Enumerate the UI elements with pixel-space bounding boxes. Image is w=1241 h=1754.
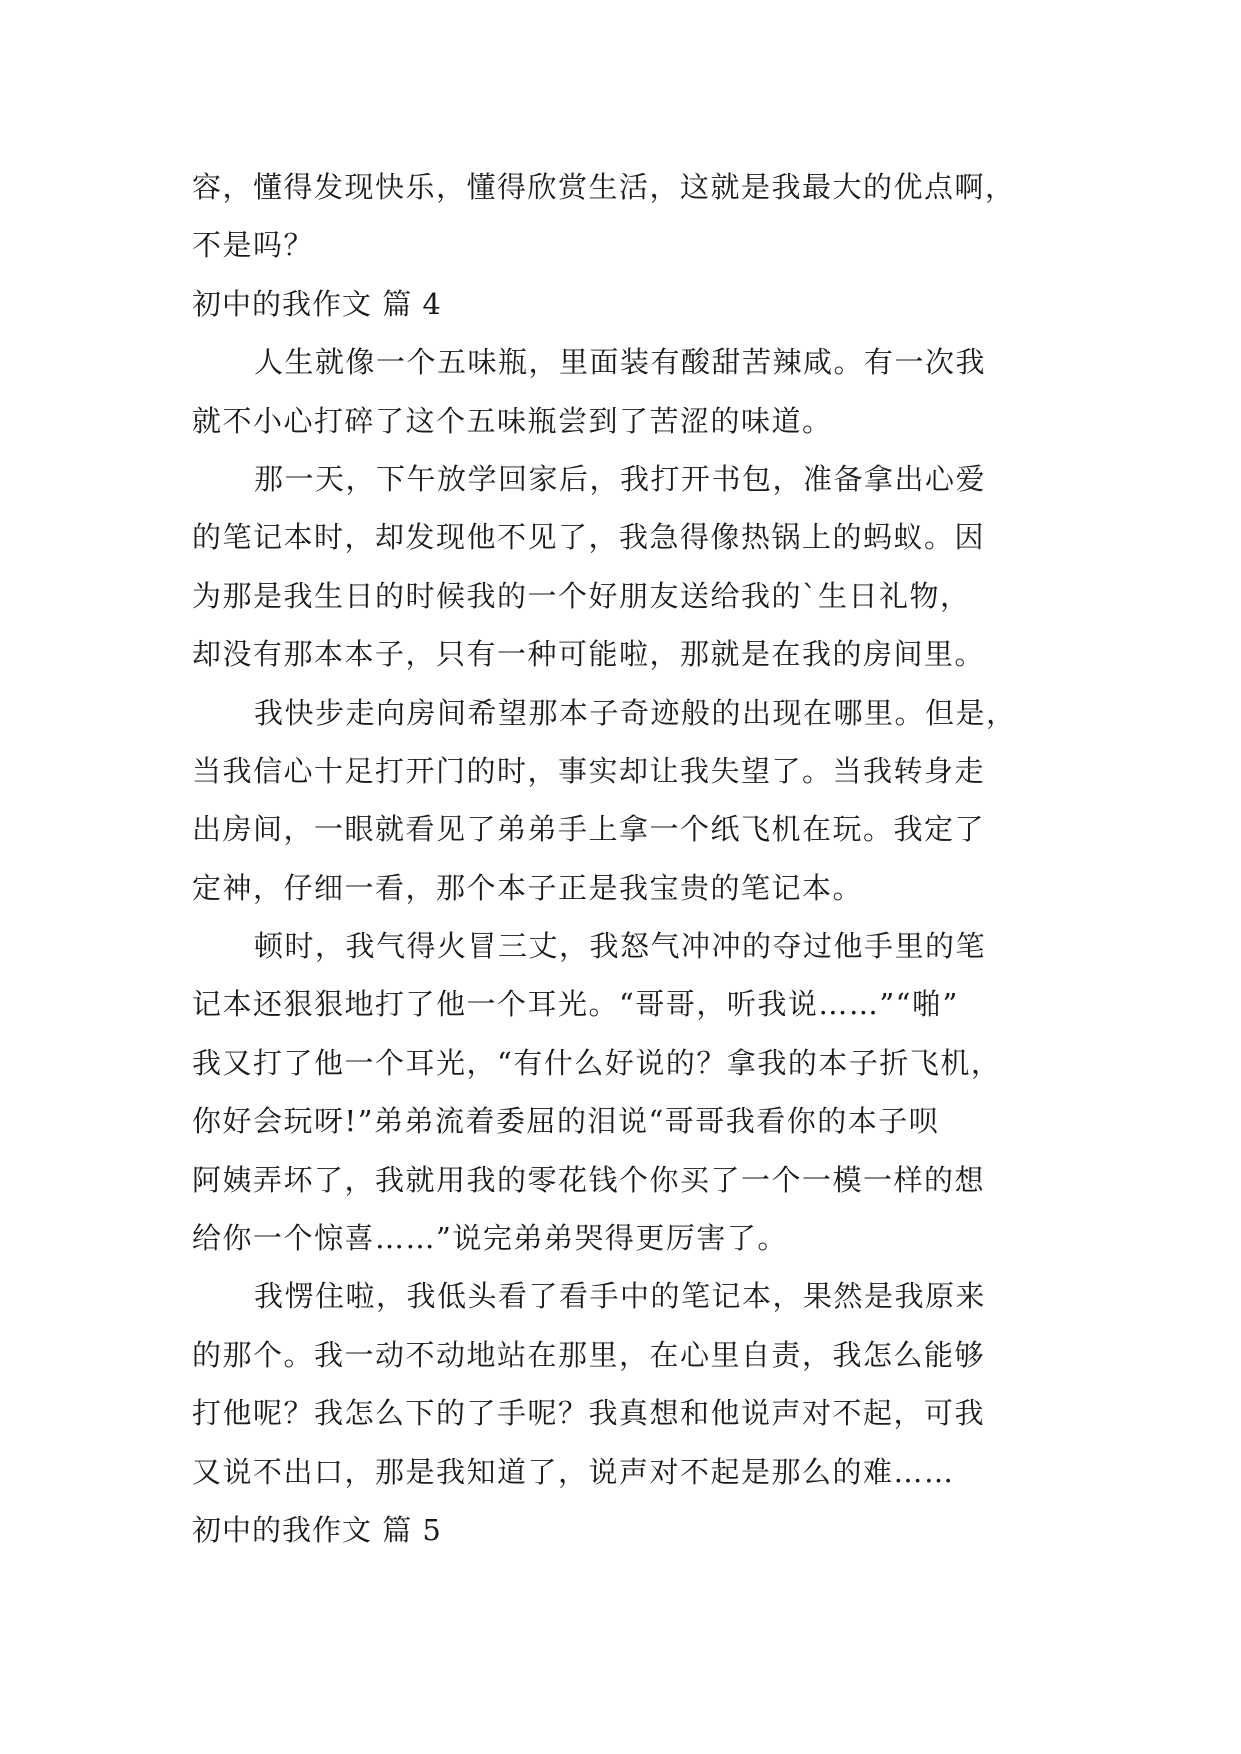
- paragraph-line: 的笔记本时，却发现他不见了，我急得像热锅上的蚂蚁。因: [192, 520, 986, 555]
- paragraph-line: 出房间，一眼就看见了弟弟手上拿一个纸飞机在玩。我定了: [192, 812, 986, 847]
- paragraph-line: 阿姨弄坏了，我就用我的零花钱个你买了一个一模一样的想: [192, 1162, 986, 1197]
- paragraph-line: 我愣住啦，我低头看了看手中的笔记本，果然是我原来: [254, 1279, 987, 1314]
- section-heading: 初中的我作文 篇 4: [192, 286, 442, 321]
- paragraph-line: 我又打了他一个耳光，“有什么好说的？拿我的本子折飞机，: [192, 1045, 1002, 1080]
- paragraph-line: 定神，仔细一看，那个本子正是我宝贵的笔记本。: [192, 870, 864, 905]
- paragraph-line: 却没有那本本子，只有一种可能啦，那就是在我的房间里。: [192, 637, 986, 672]
- section-heading: 初中的我作文 篇 5: [192, 1512, 442, 1547]
- paragraph-line: 打他呢？我怎么下的了手呢？我真想和他说声对不起，可我: [192, 1396, 986, 1431]
- paragraph-line: 那一天，下午放学回家后，我打开书包，准备拿出心爱: [254, 461, 987, 496]
- paragraph-line: 顿时，我气得火冒三丈，我怒气冲冲的夺过他手里的笔: [254, 929, 987, 964]
- paragraph-line: 为那是我生日的时候我的一个好朋友送给我的`生日礼物，: [192, 578, 971, 613]
- paragraph-line: 不是吗？: [192, 228, 315, 263]
- paragraph-line: 又说不出口，那是我知道了，说声对不起是那么的难……: [192, 1454, 955, 1489]
- paragraph-line: 容，懂得发现快乐，懂得欣赏生活，这就是我最大的优点啊，: [192, 170, 1016, 204]
- paragraph-line: 你好会玩呀!”弟弟流着委屈的泪说“哥哥我看你的本子呗: [192, 1104, 940, 1139]
- paragraph-line: 我快步走向房间希望那本子奇迹般的出现在哪里。但是，: [254, 695, 1017, 730]
- paragraph-line: 就不小心打碎了这个五味瓶尝到了苦涩的味道。: [192, 403, 833, 438]
- paragraph-line: 的那个。我一动不动地站在那里，在心里自责，我怎么能够: [192, 1337, 986, 1372]
- document-body: [192, 158, 1082, 1559]
- paragraph-line: 当我信心十足打开门的时，事实却让我失望了。当我转身走: [192, 753, 986, 788]
- paragraph-line: 记本还狠狠地打了他一个耳光。“哥哥，听我说……”“啪”: [192, 987, 959, 1022]
- paragraph-line: 人生就像一个五味瓶，里面装有酸甜苦辣咸。有一次我: [254, 345, 987, 380]
- paragraph-line: 给你一个惊喜……”说完弟弟哭得更厉害了。: [192, 1221, 788, 1256]
